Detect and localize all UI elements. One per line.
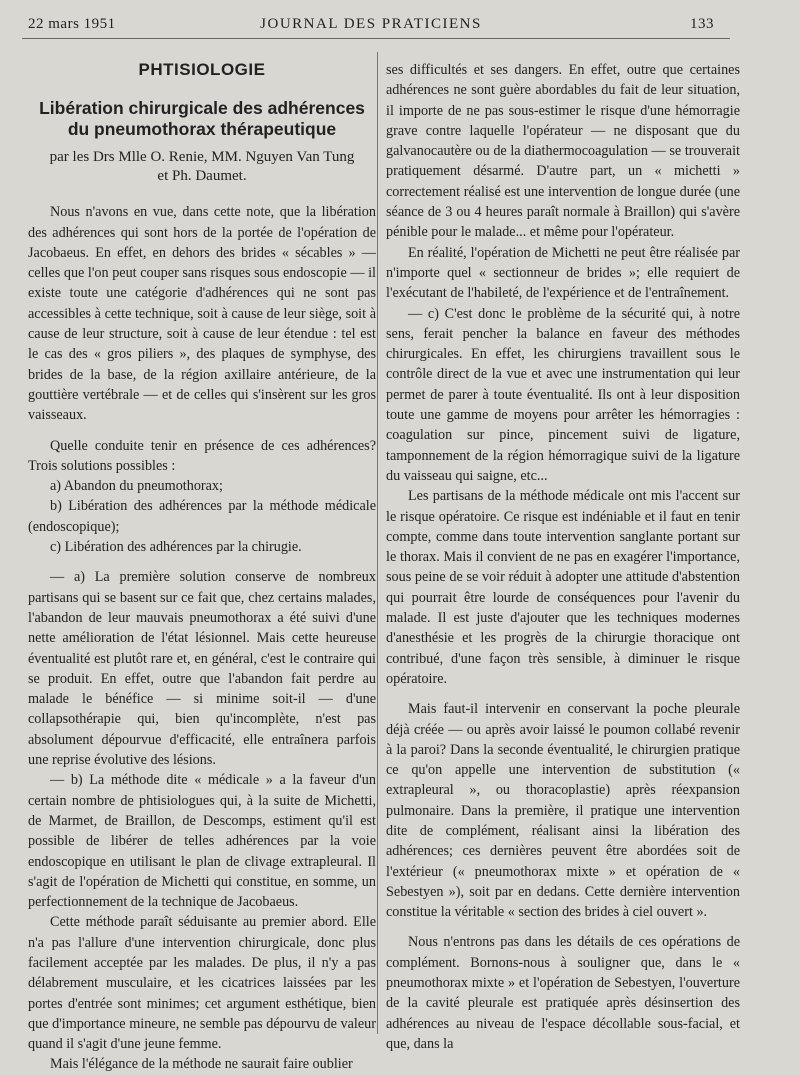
byline-line-2: et Ph. Daumet. bbox=[157, 168, 247, 185]
column-divider bbox=[377, 52, 378, 1034]
article-title bbox=[28, 98, 376, 140]
header-rule bbox=[22, 38, 730, 39]
paragraph: — b) La méthode dite « médicale » a la faveur d'un certain nombre de phtisiologues qui, à la suite de Michetti, de Marmet, de Braillon, de Descomps, estiment qu'il est possible de libérer de telles adhérences par la voie endoscopique en utilisant le plan de clivage extrapleural. Il s'agit de l'opération de Michetti qui constitue, en somme, un perfectionnement de la technique de Jacobaeus. bbox=[28, 772, 376, 911]
paragraph: Les partisans de la méthode médicale ont mis l'accent sur le risque opératoire. Ce risque est indéniable et il faut en tenir compte, comme dans toute intervention sanglante portant sur le thorax. Mais il convient de ne pas en exagérer l'importance, sous peine de se voir réduit à adopter une attitude d'abstention qui pourrait être lourde de conséquences pour l'avenir du malade. Il est juste d'ajouter que les techniques modernes d'anesthésie et les progrès de la chirurgie thoracique ont contribué, d'une façon très sensible, à diminuer le risque opératoire. bbox=[386, 488, 740, 687]
paragraph: En réalité, l'opération de Michetti ne peut être réalisée par n'importe quel « sectionneur de brides »; elle requiert de l'exécutant de l'habileté, de l'expérience et de l'entraînement. bbox=[386, 244, 740, 302]
paragraph: — a) La première solution conserve de nombreux partisans qui se basent sur ce fait que, chez certains malades, l'abandon de leur mauvais pneumothorax a été suivi d'une nette amélioration de l'état lésionnel. Mais cette heureuse éventualité est plutôt rare et, en général, c'est le contraire qui se produit. En effet, outre que l'abandon fait perdre au malade le bénéfice — si minime soit-il — d'une collapsothérapie qui, bien qu'incomplète, n'est pas absolument dépourvue d'efficacité, elle entraînera parfois une reprise évolutive des lésions. bbox=[28, 569, 376, 769]
article-title-line-1: Libération chirurgicale des adhérences bbox=[39, 98, 365, 119]
issue-date: 22 mars 1951 bbox=[28, 16, 116, 32]
list-item-b: b) Libération des adhérences par la méthode médicale (endoscopique); bbox=[28, 498, 376, 535]
left-column bbox=[28, 58, 376, 1075]
list-item-a: a) Abandon du pneumothorax; bbox=[50, 478, 223, 495]
paragraph: Mais faut-il intervenir en conservant la poche pleurale déjà créée — ou après avoir laissé le poumon collabé revenir à la paroi? Dans la seconde éventualité, le chirurgien pratique ce qu'on appelle une intervention de substitution (« extrapleural », ou thoracoplastie) après réexpansion pulmonaire. Dans la première, il pratique une intervention dite de complément, réalisant ainsi la libération des adhérences; ces dernières peuvent être abordées soit de l'extérieur (« pneumothorax mixte » et opération de « Sebestyen »), soit par en dedans. Cette dernière intervention constitue la véritable « section des brides à ciel ouvert ». bbox=[386, 701, 740, 921]
list-item-c: c) Libération des adhérences par la chirugie. bbox=[50, 539, 302, 556]
byline bbox=[28, 148, 376, 186]
paragraph: Nous n'avons en vue, dans cette note, que la libération des adhérences qui sont hors de la portée de l'opération de Jacobaeus. En effet, en dehors des brides « sécables » — celles que l'on peut couper sans risques sous endoscopie — il existe toute une catégorie d'adhérences qui ne sont pas accessibles à cette technique, soit à cause de leur siège, soit à cause de leur structure, soit à cause de leur étendue : tel est le cas des « gros piliers », des plaques de symphyse, des brides de la base, de la région axillaire antérieure, de la gouttière vertébrale — et de celles qui s'insèrent sur les gros vaisseaux. bbox=[28, 204, 376, 424]
section-title: PHTISIOLOGIE bbox=[138, 60, 266, 79]
byline-line-1: par les Drs Mlle O. Renie, MM. Nguyen Van Tung bbox=[49, 149, 355, 166]
paragraph: Mais l'élégance de la méthode ne saurait faire oublier bbox=[50, 1056, 353, 1073]
journal-name: JOURNAL DES PRATICIENS bbox=[260, 16, 482, 32]
paragraph: ses difficultés et ses dangers. En effet, outre que certaines adhérences ne sont guère abordables du fait de leur situation, il importe de ne pas sous-estimer le risque d'une hémorragie grave contre laquelle l'opérateur — ne disposant que du galvanocautère ou de la diathermocoagulation — se trouverait pratiquement désarmé. D'autre part, un « michetti » correctement réalisé est une intervention de longue durée (une séance de 3 ou 4 heures paraît normale à Braillon) qui s'avère pénible pour le malade... et même pour l'opérateur. bbox=[386, 62, 740, 241]
paragraph: Nous n'entrons pas dans les détails de ces opérations de complément. Bornons-nous à souligner que, dans le « pneumothorax mixte » et l'opération de Sebestyen, l'ouverture de la cavité pleurale est pratiquée après désinsertion des adhérences au niveau de l'espace décollable sous-facial, et que, dans la bbox=[386, 934, 740, 1052]
paragraph: — c) C'est donc le problème de la sécurité qui, à notre sens, ferait pencher la balance en faveur des méthodes chirurgicales. En effet, les chirurgiens travaillent sous le contrôle direct de la vue et avec une instrumentation qui leur permet de parer à toute éventualité. Ils ont à leur disposition toute une gamme de moyens pour arrêter les hémorragies : coagulation sur pince, pincement suivi de ligature, tamponnement de la région hémorragique suivi de la ligature du vaisseau qui saigne, etc... bbox=[386, 305, 740, 484]
article-title-line-2: du pneumothorax thérapeutique bbox=[67, 119, 337, 140]
right-column bbox=[386, 60, 740, 1054]
running-head bbox=[28, 12, 714, 38]
page-number: 133 bbox=[690, 16, 714, 32]
paragraph: Cette méthode paraît séduisante au premier abord. Elle n'a pas l'allure d'une intervention chirurgicale, donc plus facilement acceptée par les malades. De plus, il n'y a pas délabrement musculaire, et les cicatrices laissées par les portes d'entrée sont minimes; cet argument esthétique, bien que d'importance mineure, ne semble pas dépourvu de valeur quand il s'agit d'une jeune femme. bbox=[28, 914, 376, 1053]
paragraph: Quelle conduite tenir en présence de ces adhérences? Trois solutions possibles : bbox=[28, 437, 376, 474]
